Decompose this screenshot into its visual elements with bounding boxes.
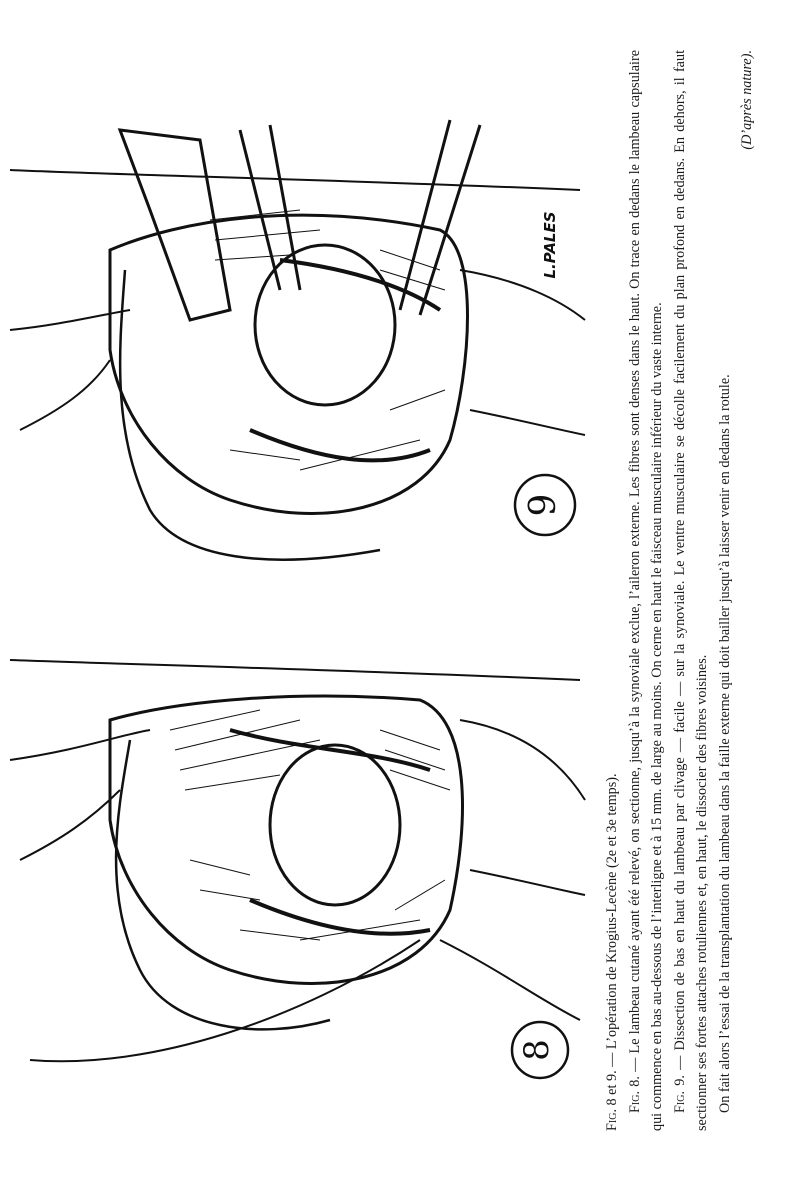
fig9-number-badge bbox=[515, 475, 575, 535]
caption-fig9: Fig. 9. — Dissection de bas en haut du lambeau par clivage — facile — sur la synoviale. Le ventre musculaire se décolle facilement du plan profond en dedans. En dehors, il faut sectionner ses fortes attaches rotuliennes et, en haut, le dissocier des fibres voisines. bbox=[671, 49, 710, 1131]
figure-8-illustration bbox=[0, 640, 590, 1120]
caption-block bbox=[595, 0, 800, 1201]
fig9-number: 9 bbox=[523, 493, 564, 517]
figure-9-illustration bbox=[0, 110, 590, 580]
fig8-number: 8 bbox=[517, 1039, 557, 1061]
caption-fig8: Fig. 8. — Le lambeau cutané ayant été relevé, on sectionne, jusqu’à la synoviale exclue, l’aileron externe. Les fibres sont denses dans le haut. On trace en dedans le lambeau capsulaire qui commence en bas au-dessous de l’interligne et à 15 mm. de large au moins. On cerne en haut le faisceau musculaire inférieur du vaste interne. bbox=[626, 49, 665, 1131]
fig8-number-badge bbox=[512, 1022, 568, 1078]
caption-source: (D’après nature). bbox=[739, 50, 755, 150]
caption-title: Fig. 8 et 9. — L’opération de Krogius-Lecène (2e et 3e temps). bbox=[604, 773, 620, 1131]
artist-signature: L.PALES bbox=[541, 211, 559, 279]
caption-final: On fait alors l’essai de la transplantation du lambeau dans la faille externe qui doit bailler jusqu’à laisser venir en dedans la rotule. bbox=[716, 374, 733, 1113]
